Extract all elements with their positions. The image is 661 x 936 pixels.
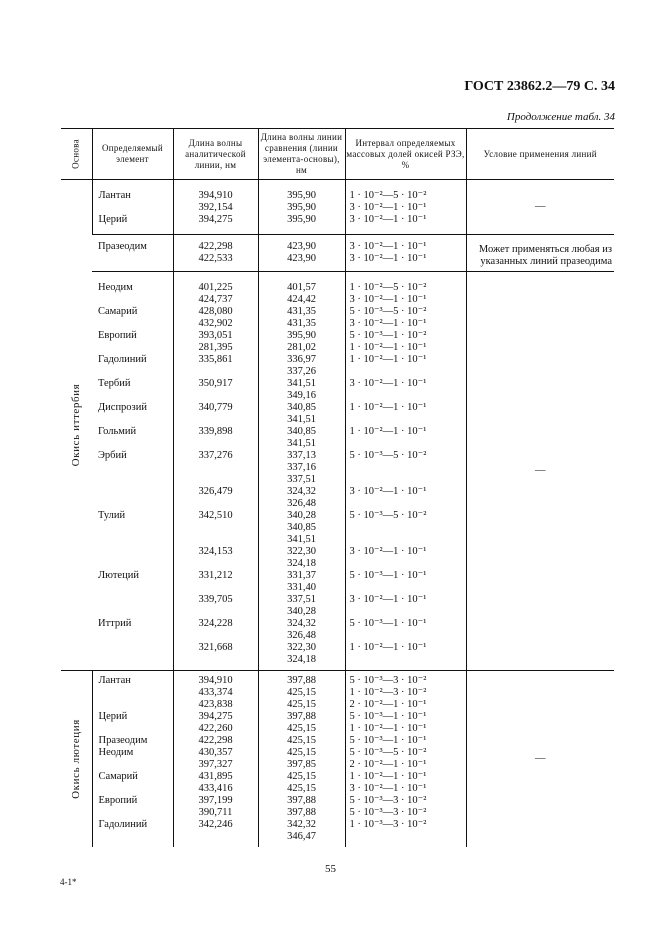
cell-element: [92, 180, 173, 235]
line-rng: 2 · 10⁻²—1 · 10⁻¹: [349, 699, 427, 710]
line-rng: 5 · 10⁻³—5 · 10⁻²: [349, 510, 427, 521]
line-rng: [350, 522, 466, 534]
line-wl: 394,910: [198, 675, 233, 686]
line-cmp: 425,15: [287, 747, 316, 758]
line-cmp: 326,48: [287, 498, 316, 509]
basis-label: Окись лютеция: [70, 719, 83, 799]
line-rng: 1 · 10⁻²—1 · 10⁻¹: [349, 723, 427, 734]
line-cmp: 337,51: [287, 474, 316, 485]
line-cmp: 431,35: [287, 306, 316, 317]
table-row: [61, 235, 614, 272]
line-element: [98, 390, 173, 402]
line-element: [98, 462, 173, 474]
cell-cmp: [258, 235, 345, 272]
line-cmp: 324,32: [287, 618, 316, 629]
cell-wl: [173, 671, 258, 848]
line-element: [98, 558, 173, 570]
line-wl: 335,861: [198, 354, 233, 365]
line-wl: 331,212: [198, 570, 233, 581]
line-element: Диспрозий: [98, 402, 147, 413]
line-cmp: 395,90: [287, 202, 316, 213]
line-wl: [174, 654, 258, 666]
line-cmp: 281,02: [287, 342, 316, 353]
line-rng: 1 · 10⁻²—1 · 10⁻¹: [349, 402, 427, 413]
line-element: [98, 594, 173, 606]
line-element: [99, 699, 173, 711]
condition-cell: —: [466, 180, 614, 235]
line-cmp: 331,37: [287, 570, 316, 581]
line-rng: 1 · 10⁻²—5 · 10⁻²: [349, 282, 427, 293]
line-element: Лантан: [98, 675, 131, 686]
line-wl: [174, 474, 258, 486]
line-element: Гадолиний: [98, 354, 147, 365]
line-cmp: 425,15: [287, 735, 316, 746]
line-rng: 3 · 10⁻²—1 · 10⁻¹: [349, 253, 427, 264]
line-element: [98, 606, 173, 618]
line-element: Неодим: [98, 282, 133, 293]
condition-cell: —: [466, 272, 614, 671]
line-wl: 392,154: [198, 202, 233, 213]
cell-element: [92, 235, 173, 272]
line-wl: 326,479: [198, 486, 233, 497]
line-rng: 3 · 10⁻²—1 · 10⁻¹: [349, 486, 427, 497]
line-cmp: 423,90: [287, 253, 316, 264]
line-cmp: 395,90: [287, 214, 316, 225]
footer-mark: 4-1*: [60, 877, 77, 887]
line-wl: 431,895: [198, 771, 233, 782]
line-element: [98, 294, 173, 306]
line-element: Празеодим: [98, 241, 147, 252]
line-wl: 281,395: [198, 342, 233, 353]
line-wl: 394,275: [198, 214, 233, 225]
line-wl: 433,374: [198, 687, 233, 698]
line-cmp: 425,15: [287, 771, 316, 782]
line-rng: 1 · 10⁻³—3 · 10⁻²: [349, 819, 427, 830]
line-wl: [174, 630, 258, 642]
line-element: [99, 759, 173, 771]
line-wl: 342,510: [198, 510, 233, 521]
line-rng: 3 · 10⁻²—1 · 10⁻¹: [349, 594, 427, 605]
line-wl: 397,199: [198, 795, 233, 806]
line-wl: [174, 438, 258, 450]
column-header-wavelength: Длина волны аналитической линии, нм: [173, 129, 258, 180]
cell-element: [92, 272, 173, 671]
table-row: [61, 272, 614, 671]
line-cmp: 331,40: [287, 582, 316, 593]
line-cmp: 395,90: [287, 190, 316, 201]
line-element: Эрбий: [98, 450, 127, 461]
line-element: [99, 723, 173, 735]
line-element: Европий: [98, 330, 137, 341]
line-cmp: 397,88: [287, 807, 316, 818]
line-element: [98, 582, 173, 594]
line-cmp: 341,51: [287, 414, 316, 425]
column-header-range: Интервал определяемых массовых долей окисей РЗЭ, %: [345, 129, 466, 180]
line-element: [98, 630, 173, 642]
cell-wl: [173, 180, 258, 235]
line-rng: 1 · 10⁻²—1 · 10⁻¹: [349, 771, 427, 782]
line-element: Церий: [98, 711, 128, 722]
line-element: [98, 366, 173, 378]
line-wl: [174, 366, 258, 378]
line-wl: [174, 831, 258, 843]
line-wl: 393,051: [198, 330, 233, 341]
table-row: [61, 671, 614, 848]
column-header-element: Определяемый элемент: [92, 129, 173, 180]
line-cmp: 425,15: [287, 723, 316, 734]
line-element: [99, 202, 173, 214]
line-element: Неодим: [98, 747, 134, 758]
line-rng: [350, 606, 466, 618]
line-rng: 3 · 10⁻²—1 · 10⁻¹: [349, 546, 427, 557]
line-element: Самарий: [98, 771, 138, 782]
line-element: [99, 687, 173, 699]
line-rng: [350, 654, 466, 666]
line-cmp: 322,30: [287, 546, 316, 557]
line-rng: 1 · 10⁻²—1 · 10⁻¹: [349, 642, 427, 653]
cell-rng: [345, 671, 466, 848]
line-wl: 433,416: [198, 783, 233, 794]
line-cmp: 340,85: [287, 426, 316, 437]
line-cmp: 340,28: [287, 510, 316, 521]
basis-label: Окись иттербия: [70, 383, 83, 467]
line-rng: 5 · 10⁻³—1 · 10⁻²: [349, 330, 427, 341]
cell-cmp: [258, 180, 345, 235]
line-cmp: 337,51: [287, 594, 316, 605]
line-element: [98, 414, 173, 426]
column-header-comparison: Длина волны линии сравнения (линии элемента-основы), нм: [258, 129, 345, 180]
line-cmp: 397,85: [287, 759, 316, 770]
line-cmp: 337,26: [287, 366, 316, 377]
line-wl: [174, 534, 258, 546]
line-wl: 394,275: [198, 711, 233, 722]
line-wl: [174, 498, 258, 510]
line-cmp: 401,57: [287, 282, 316, 293]
line-element: [99, 783, 173, 795]
line-wl: 422,298: [198, 241, 233, 252]
line-element: Лантан: [98, 190, 131, 201]
line-wl: 428,080: [198, 306, 233, 317]
line-rng: [350, 390, 466, 402]
line-element: Самарий: [98, 306, 138, 317]
line-cmp: 397,88: [287, 711, 316, 722]
line-cmp: 431,35: [287, 318, 316, 329]
line-cmp: 397,88: [287, 795, 316, 806]
line-element: Тербий: [98, 378, 131, 389]
line-cmp: 336,97: [287, 354, 316, 365]
line-rng: 2 · 10⁻²—1 · 10⁻¹: [349, 759, 427, 770]
line-element: [98, 642, 173, 654]
condition-cell: Может применяться любая из указанных линий празеодима: [466, 235, 614, 272]
line-wl: 350,917: [198, 378, 233, 389]
line-cmp: 341,51: [287, 534, 316, 545]
line-cmp: 397,88: [287, 675, 316, 686]
basis-cell: [61, 180, 92, 671]
line-rng: 5 · 10⁻³—3 · 10⁻²: [349, 795, 427, 806]
line-wl: [174, 606, 258, 618]
table-continuation-note: Продолжение табл. 34: [506, 111, 615, 123]
line-cmp: 425,15: [287, 699, 316, 710]
line-wl: 324,153: [198, 546, 233, 557]
line-element: [98, 438, 173, 450]
line-rng: 3 · 10⁻²—1 · 10⁻¹: [349, 783, 427, 794]
cell-cmp: [258, 671, 345, 848]
cell-cmp: [258, 272, 345, 671]
line-element: Тулий: [98, 510, 126, 521]
cell-rng: [345, 272, 466, 671]
line-rng: 3 · 10⁻²—1 · 10⁻¹: [349, 241, 427, 252]
line-wl: 339,898: [198, 426, 233, 437]
cell-rng: [345, 180, 466, 235]
line-wl: 337,276: [198, 450, 233, 461]
line-wl: 423,838: [198, 699, 233, 710]
line-element: [98, 522, 173, 534]
line-rng: 1 · 10⁻²—3 · 10⁻²: [349, 687, 427, 698]
line-rng: 3 · 10⁻²—1 · 10⁻¹: [349, 378, 427, 389]
line-rng: 1 · 10⁻²—1 · 10⁻¹: [349, 342, 427, 353]
line-rng: 1 · 10⁻²—1 · 10⁻¹: [349, 354, 427, 365]
line-element: Гольмий: [98, 426, 137, 437]
data-table: [61, 128, 614, 847]
line-wl: [174, 414, 258, 426]
line-cmp: 425,15: [287, 783, 316, 794]
line-cmp: 423,90: [287, 241, 316, 252]
cell-rng: [345, 235, 466, 272]
line-wl: 394,910: [198, 190, 233, 201]
line-element: [98, 498, 173, 510]
line-cmp: 340,85: [287, 522, 316, 533]
line-wl: [174, 390, 258, 402]
line-element: [98, 546, 173, 558]
page-number: 55: [325, 863, 336, 875]
line-wl: 397,327: [198, 759, 233, 770]
line-rng: 3 · 10⁻²—1 · 10⁻¹: [349, 214, 427, 225]
line-wl: 324,228: [198, 618, 233, 629]
cell-element: [92, 671, 173, 848]
line-rng: [350, 462, 466, 474]
line-wl: 390,711: [198, 807, 233, 818]
line-rng: [350, 414, 466, 426]
line-cmp: 425,15: [287, 687, 316, 698]
line-wl: 430,357: [198, 747, 233, 758]
line-rng: 5 · 10⁻³—3 · 10⁻²: [349, 675, 427, 686]
line-wl: [174, 522, 258, 534]
line-cmp: 346,47: [287, 831, 316, 842]
line-wl: 321,668: [198, 642, 233, 653]
line-cmp: 349,16: [287, 390, 316, 401]
line-rng: [350, 498, 466, 510]
line-element: Лютеций: [98, 570, 139, 581]
line-element: [98, 474, 173, 486]
document-header: ГОСТ 23862.2—79 С. 34: [464, 79, 615, 94]
line-cmp: 324,18: [287, 558, 316, 569]
line-rng: 5 · 10⁻³—3 · 10⁻²: [349, 807, 427, 818]
line-cmp: 342,32: [287, 819, 316, 830]
line-rng: 5 · 10⁻³—1 · 10⁻¹: [349, 570, 427, 581]
line-cmp: 337,13: [287, 450, 316, 461]
line-element: Церий: [98, 214, 128, 225]
line-wl: 339,705: [198, 594, 233, 605]
line-element: Европий: [98, 795, 138, 806]
line-cmp: 341,51: [287, 438, 316, 449]
line-rng: [350, 558, 466, 570]
line-wl: 422,533: [198, 253, 233, 264]
line-rng: [350, 831, 466, 843]
line-cmp: 341,51: [287, 378, 316, 389]
line-rng: 3 · 10⁻²—1 · 10⁻¹: [349, 294, 427, 305]
line-wl: 422,298: [198, 735, 233, 746]
line-wl: [174, 462, 258, 474]
line-element: [98, 253, 173, 265]
cell-wl: [173, 272, 258, 671]
line-element: Иттрий: [98, 618, 132, 629]
line-rng: [350, 534, 466, 546]
line-rng: [350, 474, 466, 486]
line-wl: 432,902: [198, 318, 233, 329]
line-rng: 5 · 10⁻³—1 · 10⁻¹: [349, 711, 427, 722]
line-cmp: 395,90: [287, 330, 316, 341]
line-element: [98, 318, 173, 330]
line-rng: 3 · 10⁻²—1 · 10⁻¹: [349, 202, 427, 213]
line-rng: 5 · 10⁻³—5 · 10⁻²: [349, 306, 427, 317]
line-wl: 342,246: [198, 819, 233, 830]
line-rng: 1 · 10⁻²—1 · 10⁻¹: [349, 426, 427, 437]
line-element: [98, 486, 173, 498]
line-rng: [350, 630, 466, 642]
line-rng: 5 · 10⁻³—5 · 10⁻²: [349, 450, 427, 461]
line-wl: 401,225: [198, 282, 233, 293]
line-cmp: 324,18: [287, 654, 316, 665]
line-wl: [174, 582, 258, 594]
line-cmp: 340,28: [287, 606, 316, 617]
line-cmp: 424,42: [287, 294, 316, 305]
line-rng: 5 · 10⁻³—1 · 10⁻¹: [349, 618, 427, 629]
line-rng: 3 · 10⁻²—1 · 10⁻¹: [349, 318, 427, 329]
line-element: [98, 654, 173, 666]
line-cmp: 337,16: [287, 462, 316, 473]
line-rng: [350, 366, 466, 378]
column-header-condition: Условие применения линий: [466, 129, 614, 180]
line-rng: [350, 438, 466, 450]
line-rng: 5 · 10⁻³—1 · 10⁻¹: [349, 735, 427, 746]
line-cmp: 324,32: [287, 486, 316, 497]
line-element: Празеодим: [98, 735, 148, 746]
table-row: [61, 180, 614, 235]
line-element: [98, 534, 173, 546]
condition-cell: —: [466, 671, 614, 848]
line-rng: 5 · 10⁻³—5 · 10⁻²: [349, 747, 427, 758]
line-cmp: 322,30: [287, 642, 316, 653]
line-element: [98, 342, 173, 354]
cell-wl: [173, 235, 258, 272]
table-body: [61, 180, 614, 848]
line-cmp: 326,48: [287, 630, 316, 641]
line-element: [99, 831, 173, 843]
basis-cell: [61, 671, 92, 848]
line-element: [99, 807, 173, 819]
line-rng: [350, 582, 466, 594]
line-wl: 424,737: [198, 294, 233, 305]
line-wl: 340,779: [198, 402, 233, 413]
column-header-basis: Основа: [61, 129, 92, 180]
table-header-row: [61, 129, 614, 180]
line-wl: 422,260: [198, 723, 233, 734]
line-element: Гадолиний: [98, 819, 148, 830]
line-wl: [174, 558, 258, 570]
line-rng: 1 · 10⁻²—5 · 10⁻²: [349, 190, 427, 201]
line-cmp: 340,85: [287, 402, 316, 413]
